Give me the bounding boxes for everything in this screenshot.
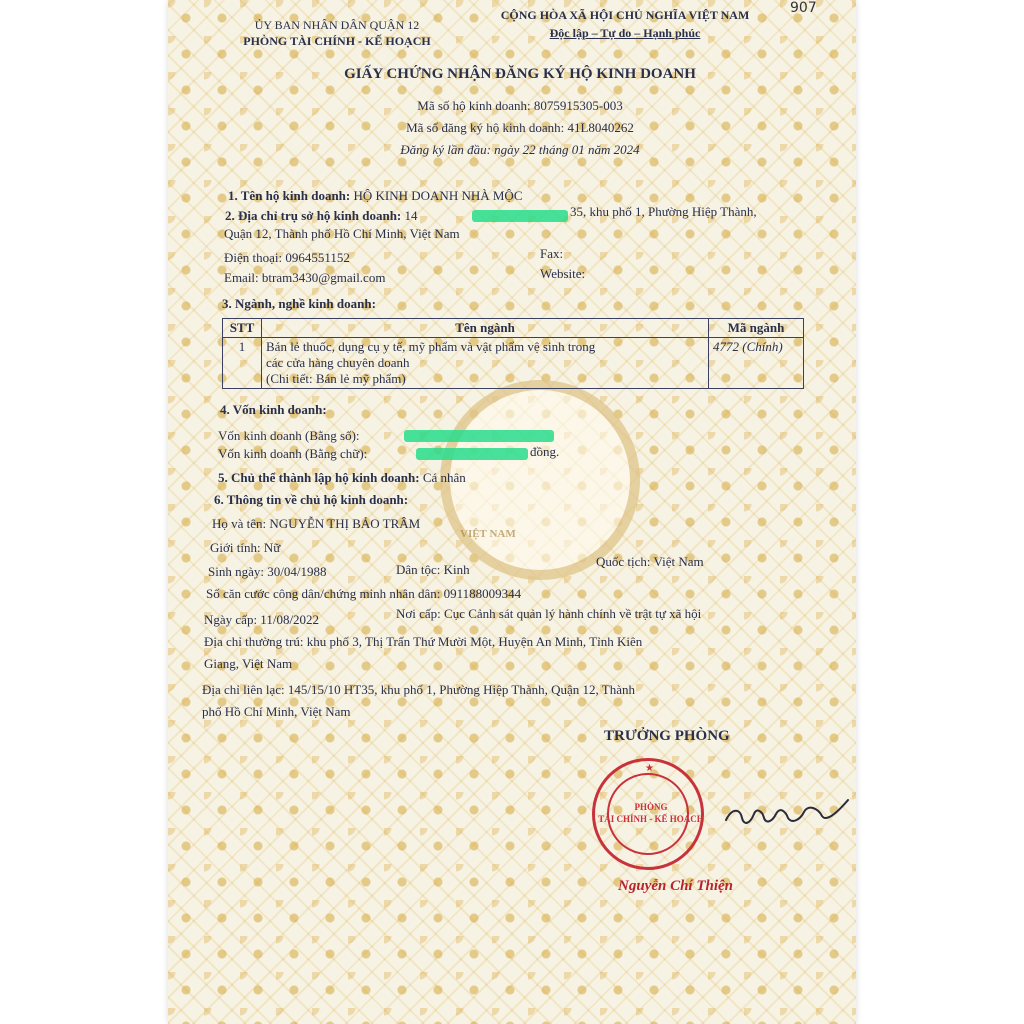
business-code: Mã số hộ kinh doanh: 8075915305-003 — [417, 98, 623, 113]
row-line3: (Chi tiết: Bán lẻ mỹ phẩm) — [266, 371, 406, 386]
issuer-line1: ỦY BAN NHÂN DÂN QUẬN 12 — [254, 18, 420, 32]
address-prefix: 14 — [404, 208, 418, 223]
table-row — [223, 338, 804, 389]
seal-text — [595, 801, 707, 825]
table-header-row — [223, 319, 804, 338]
website: Website: — [540, 266, 586, 281]
section-6-label: 6. Thông tin về chủ hộ kinh doanh: — [214, 492, 409, 507]
seal-line1: PHÒNG — [634, 802, 668, 812]
emblem-label: VIỆT NAM — [460, 528, 516, 540]
corner-handwritten-note: 907 — [790, 0, 817, 16]
first-registration-date: Đăng ký lần đầu: ngày 22 tháng 01 năm 2024 — [400, 142, 640, 157]
capital-words-tail: đồng. — [530, 444, 560, 459]
owner-permanent-address-2: Giang, Việt Nam — [204, 656, 293, 671]
section-2 — [225, 208, 418, 224]
row-ten-nganh — [262, 338, 709, 389]
redaction-mark — [416, 448, 528, 460]
certificate-title: GIẤY CHỨNG NHẬN ĐĂNG KÝ HỘ KINH DOANH — [344, 66, 696, 82]
official-red-seal — [592, 758, 704, 870]
capital-number: Vốn kinh doanh (Bằng số): — [218, 428, 360, 443]
email: Email: btram3430@gmail.com — [224, 270, 386, 285]
col-ten-nganh: Tên ngành — [262, 319, 709, 338]
row-line2: các cửa hàng chuyên doanh — [266, 355, 410, 370]
business-lines-table — [222, 318, 804, 389]
redaction-mark — [404, 430, 554, 442]
founder-type: Cá nhân — [422, 470, 466, 485]
national-emblem-watermark — [440, 380, 640, 580]
owner-birthdate: Sinh ngày: 30/04/1988 — [208, 564, 327, 579]
signer-name: Nguyễn Chí Thiện — [618, 878, 734, 894]
section-5 — [218, 470, 466, 486]
business-name: HỘ KINH DOANH NHÀ MỘC — [353, 188, 523, 203]
row-ma-nganh: 4772 (Chính) — [709, 338, 804, 389]
nation-line1: CỘNG HÒA XÃ HỘI CHỦ NGHĨA VIỆT NAM — [500, 8, 750, 22]
address-line1-tail: 35, khu phố 1, Phường Hiệp Thành, — [570, 204, 757, 219]
section-3-label: 3. Ngành, nghề kinh doanh: — [222, 296, 376, 311]
handwritten-signature — [722, 790, 852, 840]
registration-code: Mã số đăng ký hộ kinh doanh: 41L8040262 — [406, 120, 634, 135]
phone: Điện thoại: 0964551152 — [224, 250, 350, 265]
section-4-label: 4. Vốn kinh doanh: — [220, 402, 327, 417]
capital-words: Vốn kinh doanh (Bằng chữ): — [218, 446, 368, 461]
owner-gender: Giới tính: Nữ — [210, 540, 281, 555]
col-stt: STT — [223, 319, 262, 338]
owner-ethnicity: Dân tộc: Kinh — [396, 562, 470, 577]
owner-id-issue-date: Ngày cấp: 11/08/2022 — [204, 612, 320, 627]
owner-nationality: Quốc tịch: Việt Nam — [596, 554, 704, 569]
signatory-title: TRƯỞNG PHÒNG — [604, 728, 730, 744]
issuer-line2: PHÒNG TÀI CHÍNH - KẾ HOẠCH — [243, 34, 431, 48]
nation-motto: Độc lập – Tự do – Hạnh phúc — [549, 26, 701, 40]
section-5-label: 5. Chủ thể thành lập hộ kinh doanh: — [218, 470, 420, 485]
col-ma-nganh: Mã ngành — [709, 319, 804, 338]
owner-contact-address-1: Địa chỉ liên lạc: 145/15/10 HT35, khu phố 1, Phường Hiệp Thành, Quận 12, Thành — [202, 682, 635, 697]
row-line1: Bán lẻ thuốc, dụng cụ y tế, mỹ phẩm và vật phẩm vệ sinh trong — [266, 339, 596, 354]
owner-contact-address-2: phố Hồ Chí Minh, Việt Nam — [202, 704, 351, 719]
section-2-label: 2. Địa chỉ trụ sở hộ kinh doanh: — [225, 208, 402, 223]
seal-line2: TÀI CHÍNH - KẾ HOẠCH — [598, 814, 704, 824]
address-line2: Quận 12, Thành phố Hồ Chí Minh, Việt Nam — [224, 226, 460, 241]
owner-name: Họ và tên: NGUYỄN THỊ BẢO TRÂM — [212, 516, 421, 531]
row-stt: 1 — [223, 338, 262, 389]
seal-star-icon: ★ — [645, 763, 654, 774]
section-1 — [228, 188, 523, 204]
redaction-mark — [472, 210, 568, 222]
owner-permanent-address-1: Địa chỉ thường trú: khu phố 3, Thị Trấn Thứ Mười Một, Huyện An Minh, Tỉnh Kiên — [204, 634, 643, 649]
fax: Fax: — [540, 246, 564, 261]
owner-id-number: Số căn cước công dân/chứng minh nhân dân: 091188009344 — [206, 586, 522, 601]
owner-id-issue-place: Nơi cấp: Cục Cảnh sát quản lý hành chính về trật tự xã hội — [396, 606, 702, 621]
section-1-label: 1. Tên hộ kinh doanh: — [228, 188, 351, 203]
